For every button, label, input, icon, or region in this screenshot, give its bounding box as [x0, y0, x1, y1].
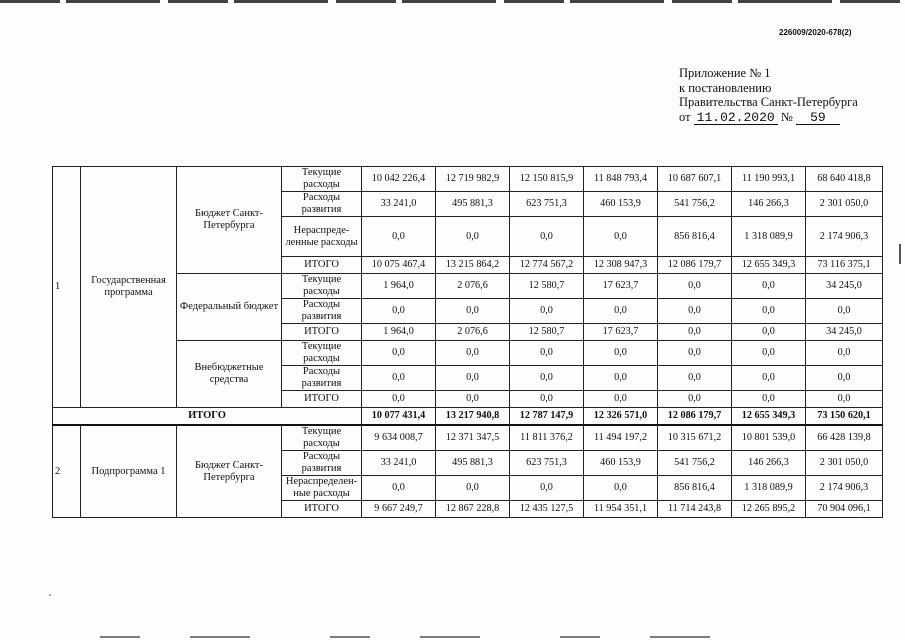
table-cell: 12 774 567,2: [510, 257, 584, 274]
table-cell: 0,0: [362, 299, 436, 324]
table-cell: 0,0: [362, 476, 436, 501]
expense-type: Текущие расходы: [282, 341, 362, 366]
table-cell: 856 816,4: [658, 217, 732, 257]
table-cell: 10 042 226,4: [362, 167, 436, 192]
appendix-header: [679, 66, 858, 125]
table-cell: 2 076,6: [436, 274, 510, 299]
table-cell: 0,0: [362, 366, 436, 391]
table-cell: 12 371 347,5: [436, 425, 510, 451]
program-name: Государственная программа: [81, 167, 177, 408]
document-number: 226009/2020-678(2): [779, 28, 852, 37]
grand-total-label: ИТОГО: [53, 408, 362, 426]
financing-table: [52, 166, 883, 518]
grand-total-row: [53, 408, 883, 426]
table-cell: 0,0: [732, 366, 806, 391]
table-cell: 856 816,4: [658, 476, 732, 501]
table-cell: 1 318 089,9: [732, 217, 806, 257]
table-cell: 0,0: [436, 299, 510, 324]
table-row: [53, 425, 883, 451]
table-cell: 12 580,7: [510, 274, 584, 299]
table-cell: 0,0: [658, 366, 732, 391]
program-name: Подпрограмма 1: [81, 425, 177, 518]
table-cell: 12 655 349,3: [732, 257, 806, 274]
expense-type: Расходы развития: [282, 299, 362, 324]
appendix-date-line: [679, 110, 858, 125]
table-cell: 11 494 197,2: [584, 425, 658, 451]
table-cell: 12 150 815,9: [510, 167, 584, 192]
table-cell: 17 623,7: [584, 274, 658, 299]
table-cell: 11 811 376,2: [510, 425, 584, 451]
table-cell: 12 580,7: [510, 324, 584, 341]
resolution-date: 11.02.2020: [694, 111, 778, 125]
table-cell: 73 116 375,1: [806, 257, 883, 274]
table-cell: 1 964,0: [362, 274, 436, 299]
program-section: [53, 167, 883, 426]
table-cell: 12 719 982,9: [436, 167, 510, 192]
row-number: 1: [53, 167, 81, 408]
table-cell: 0,0: [732, 391, 806, 408]
table-cell: 0,0: [732, 299, 806, 324]
table-cell: 0,0: [658, 299, 732, 324]
table-cell: 66 428 139,8: [806, 425, 883, 451]
appendix-resolution: к постановлению: [679, 80, 772, 95]
table-cell: 0,0: [658, 391, 732, 408]
table-cell: 33 241,0: [362, 192, 436, 217]
subprogram-section: [53, 425, 883, 518]
table-cell: 12 086 179,7: [658, 257, 732, 274]
table-cell: 0,0: [510, 341, 584, 366]
table-cell: 0,0: [436, 391, 510, 408]
table-cell: 10 687 607,1: [658, 167, 732, 192]
table-cell: 0,0: [584, 341, 658, 366]
table-cell: 0,0: [658, 274, 732, 299]
table-cell: 1 964,0: [362, 324, 436, 341]
table-cell: 0,0: [584, 391, 658, 408]
table-cell: 0,0: [436, 341, 510, 366]
table-cell: 1 318 089,9: [732, 476, 806, 501]
row-number: 2: [53, 425, 81, 518]
expense-type: Текущие расходы: [282, 167, 362, 192]
table-cell: 10 075 467,4: [362, 257, 436, 274]
table-cell: 0,0: [584, 366, 658, 391]
table-cell: 0,0: [806, 299, 883, 324]
table-cell: 33 241,0: [362, 451, 436, 476]
source-spb-budget: Бюджет Санкт-Петербурга: [177, 425, 282, 518]
table-cell: 11 954 351,1: [584, 501, 658, 518]
table-cell: 541 756,2: [658, 451, 732, 476]
table-cell: 13 217 940,8: [436, 408, 510, 426]
expense-type: Нераспреде-ленные расходы: [282, 217, 362, 257]
table-cell: 0,0: [658, 324, 732, 341]
scan-margin-mark: [899, 244, 901, 264]
table-cell: 0,0: [806, 391, 883, 408]
expense-type: Нераспределен-ные расходы: [282, 476, 362, 501]
table-cell: 146 266,3: [732, 192, 806, 217]
table-cell: 2 174 906,3: [806, 476, 883, 501]
source-spb-budget: Бюджет Санкт-Петербурга: [177, 167, 282, 274]
table-row: [53, 341, 883, 366]
table-cell: 11 190 993,1: [732, 167, 806, 192]
table-cell: 0,0: [658, 341, 732, 366]
table-cell: 13 215 864,2: [436, 257, 510, 274]
table-cell: 9 667 249,7: [362, 501, 436, 518]
table-cell: 10 801 539,0: [732, 425, 806, 451]
table-cell: 0,0: [510, 217, 584, 257]
table-cell: 0,0: [806, 341, 883, 366]
table-cell: 0,0: [436, 366, 510, 391]
table-cell: 10 077 431,4: [362, 408, 436, 426]
table-cell: 17 623,7: [584, 324, 658, 341]
number-prefix: №: [780, 109, 793, 124]
scan-bottom-edge: [100, 636, 790, 638]
expense-type: ИТОГО: [282, 324, 362, 341]
table-cell: 34 245,0: [806, 324, 883, 341]
date-prefix: от: [679, 109, 691, 124]
expense-type: Расходы развития: [282, 366, 362, 391]
table-cell: 460 153,9: [584, 192, 658, 217]
table-cell: 12 655 349,3: [732, 408, 806, 426]
table-cell: 0,0: [510, 299, 584, 324]
resolution-number: 59: [796, 111, 840, 125]
table-cell: 12 787 147,9: [510, 408, 584, 426]
table-cell: 0,0: [584, 476, 658, 501]
table-cell: 11 848 793,4: [584, 167, 658, 192]
table-cell: 34 245,0: [806, 274, 883, 299]
scan-top-edge: [0, 0, 905, 3]
expense-type: Текущие расходы: [282, 425, 362, 451]
table-cell: 10 315 671,2: [658, 425, 732, 451]
table-cell: 0,0: [732, 274, 806, 299]
table-cell: 11 714 243,8: [658, 501, 732, 518]
appendix-title: Приложение № 1: [679, 66, 771, 80]
table-row: [53, 167, 883, 192]
table-cell: 68 640 418,8: [806, 167, 883, 192]
expense-type: ИТОГО: [282, 257, 362, 274]
table-cell: 623 751,3: [510, 451, 584, 476]
table-cell: 495 881,3: [436, 451, 510, 476]
table-cell: 9 634 008,7: [362, 425, 436, 451]
expense-type: Расходы развития: [282, 192, 362, 217]
scan-speck: [49, 594, 51, 596]
source-federal-budget: Федеральный бюджет: [177, 274, 282, 341]
table-cell: 0,0: [510, 366, 584, 391]
table-cell: 12 867 228,8: [436, 501, 510, 518]
table-cell: 0,0: [436, 217, 510, 257]
table-cell: 73 150 620,1: [806, 408, 883, 426]
table-cell: 12 265 895,2: [732, 501, 806, 518]
appendix-government: Правительства Санкт-Петербурга: [679, 95, 858, 109]
table-cell: 0,0: [732, 324, 806, 341]
table-cell: 0,0: [732, 341, 806, 366]
table-cell: 70 904 096,1: [806, 501, 883, 518]
table-cell: 0,0: [806, 366, 883, 391]
table-cell: 623 751,3: [510, 192, 584, 217]
table-cell: 0,0: [436, 476, 510, 501]
expense-type: Расходы развития: [282, 451, 362, 476]
table-cell: 146 266,3: [732, 451, 806, 476]
table-cell: 2 174 906,3: [806, 217, 883, 257]
table-cell: 12 435 127,5: [510, 501, 584, 518]
table-cell: 0,0: [584, 299, 658, 324]
table-cell: 12 308 947,3: [584, 257, 658, 274]
table-cell: 2 301 050,0: [806, 451, 883, 476]
table-cell: 0,0: [362, 217, 436, 257]
table-cell: 0,0: [510, 391, 584, 408]
table-cell: 0,0: [510, 476, 584, 501]
table-cell: 495 881,3: [436, 192, 510, 217]
table-cell: 2 076,6: [436, 324, 510, 341]
table-cell: 0,0: [362, 341, 436, 366]
expense-type: ИТОГО: [282, 391, 362, 408]
table-cell: 12 086 179,7: [658, 408, 732, 426]
source-extrabudgetary: Внебюджетные средства: [177, 341, 282, 408]
table-cell: 2 301 050,0: [806, 192, 883, 217]
expense-type: ИТОГО: [282, 501, 362, 518]
expense-type: Текущие расходы: [282, 274, 362, 299]
table-cell: 0,0: [362, 391, 436, 408]
table-cell: 0,0: [584, 217, 658, 257]
table-row: [53, 274, 883, 299]
table-cell: 460 153,9: [584, 451, 658, 476]
table-cell: 541 756,2: [658, 192, 732, 217]
table-cell: 12 326 571,0: [584, 408, 658, 426]
